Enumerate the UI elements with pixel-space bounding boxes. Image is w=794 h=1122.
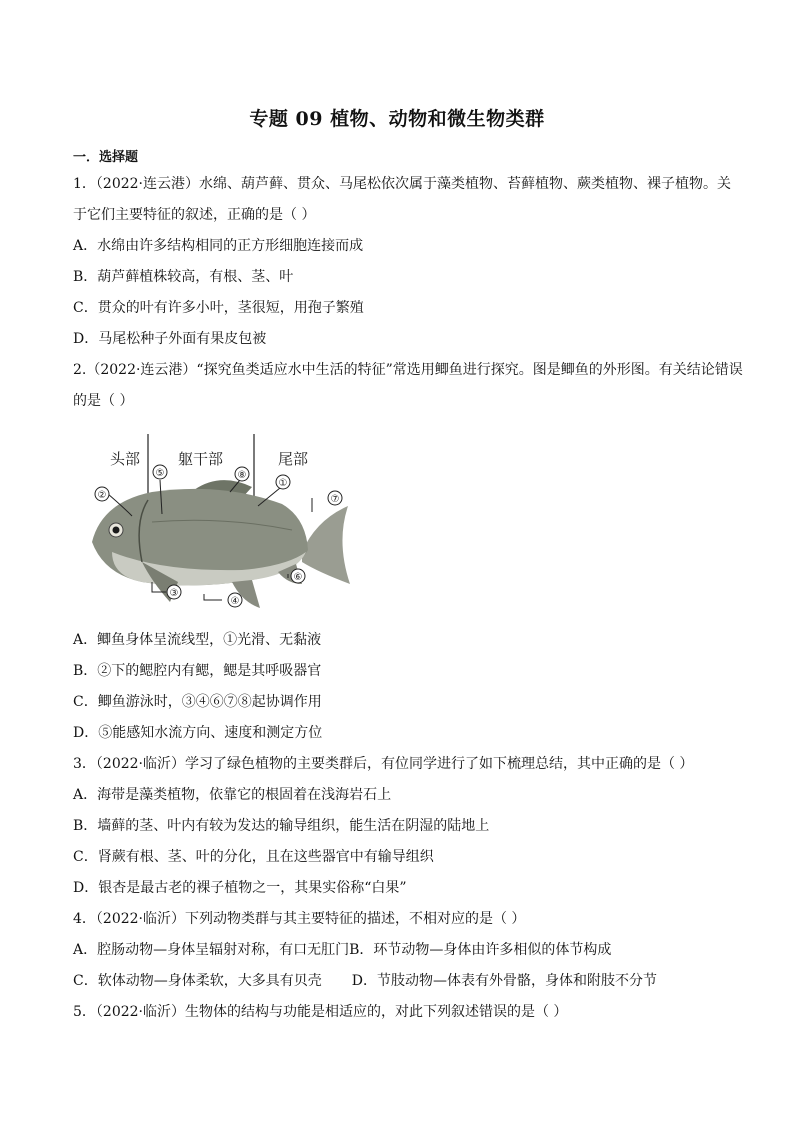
svg-text:④: ④ — [230, 596, 240, 607]
question-3-option-d: D．银杏是最古老的裸子植物之一，其果实俗称“白果” — [73, 880, 407, 896]
svg-text:⑤: ⑤ — [155, 468, 165, 479]
marker-1 — [276, 475, 290, 489]
question-4-option-a: A．腔肠动物—身体呈辐射对称，有口无肛门 — [73, 942, 350, 958]
question-2-stem-line-2: 的是（ ） — [73, 393, 134, 409]
question-2-option-d: D．⑤能感知水流方向、速度和测定方位 — [73, 725, 323, 741]
question-4-option-c: C．软体动物—身体柔软，大多具有贝壳 — [73, 973, 322, 989]
marker-4 — [228, 593, 242, 607]
label-tail: 尾部 — [278, 450, 309, 468]
question-1-option-a: A．水绵由许多结构相同的正方形细胞连接而成 — [73, 238, 364, 254]
question-1-option-b: B．葫芦藓植株较高，有根、茎、叶 — [73, 269, 294, 285]
question-4-options-row-1 — [73, 940, 611, 960]
label-head: 头部 — [110, 450, 141, 468]
marker-2 — [95, 487, 109, 501]
svg-text:②: ② — [97, 490, 107, 501]
svg-text:⑧: ⑧ — [237, 470, 247, 481]
question-3-option-b: B．墙藓的茎、叶内有较为发达的输导组织，能生活在阴湿的陆地上 — [73, 818, 490, 834]
question-4-stem: 4．（2022·临沂）下列动物类群与其主要特征的描述，不相对应的是（ ） — [73, 911, 526, 927]
svg-text:⑥: ⑥ — [293, 572, 303, 583]
question-4-option-d: D．节肢动物—体表有外骨骼，身体和附肢不分节 — [351, 973, 657, 989]
svg-text:③: ③ — [169, 588, 179, 599]
svg-text:①: ① — [278, 478, 288, 489]
marker-5 — [153, 465, 167, 479]
section-heading: 一．选择题 — [73, 150, 139, 165]
svg-text:⑦: ⑦ — [330, 494, 340, 505]
question-5-stem: 5．（2022·临沂）生物体的结构与功能是相适应的，对此下列叙述错误的是（ ） — [73, 1004, 568, 1020]
question-4-option-b: B．环节动物—身体由许多相似的体节构成 — [349, 942, 612, 958]
question-1-option-d: D．马尾松种子外面有果皮包被 — [73, 331, 267, 347]
page-title: 专题 09 植物、动物和微生物类群 — [249, 108, 545, 130]
question-3-option-a: A．海带是藻类植物，依靠它的根固着在浅海岩石上 — [73, 787, 392, 803]
question-2-option-a: A．鲫鱼身体呈流线型，①光滑、无黏液 — [73, 632, 322, 648]
question-1-option-c: C．贯众的叶有许多小叶，茎很短，用孢子繁殖 — [73, 300, 364, 316]
question-2-option-c: C．鲫鱼游泳时，③④⑥⑦⑧起协调作用 — [73, 694, 322, 710]
marker-3 — [167, 585, 181, 599]
marker-7 — [328, 491, 342, 505]
question-2-stem-line-1: 2.（2022·连云港）“探究鱼类适应水中生活的特征”常选用鲫鱼进行探究。图是鲫鱼的外形图。有关结论错误 — [73, 362, 743, 378]
fish-icon — [92, 480, 350, 608]
question-2-option-b: B．②下的鳃腔内有鳃，鳃是其呼吸器官 — [73, 663, 322, 679]
question-4-options-row-2 — [73, 971, 657, 991]
question-1-stem-line-2: 于它们主要特征的叙述，正确的是（ ） — [73, 207, 316, 223]
question-3-option-c: C．肾蕨有根、茎、叶的分化，且在这些器官中有输导组织 — [73, 849, 434, 865]
crucian-carp-figure — [82, 432, 382, 617]
question-3-stem: 3．（2022·临沂）学习了绿色植物的主要类群后，有位同学进行了如下梳理总结，其中正确的是（ ） — [73, 756, 694, 772]
marker-8 — [235, 467, 249, 481]
marker-6 — [291, 569, 305, 583]
label-trunk: 躯干部 — [178, 450, 224, 468]
question-1-stem-line-1: 1．（2022·连云港）水绵、葫芦藓、贯众、马尾松依次属于藻类植物、苔藓植物、蕨类植物、裸子植物。关 — [73, 176, 731, 192]
